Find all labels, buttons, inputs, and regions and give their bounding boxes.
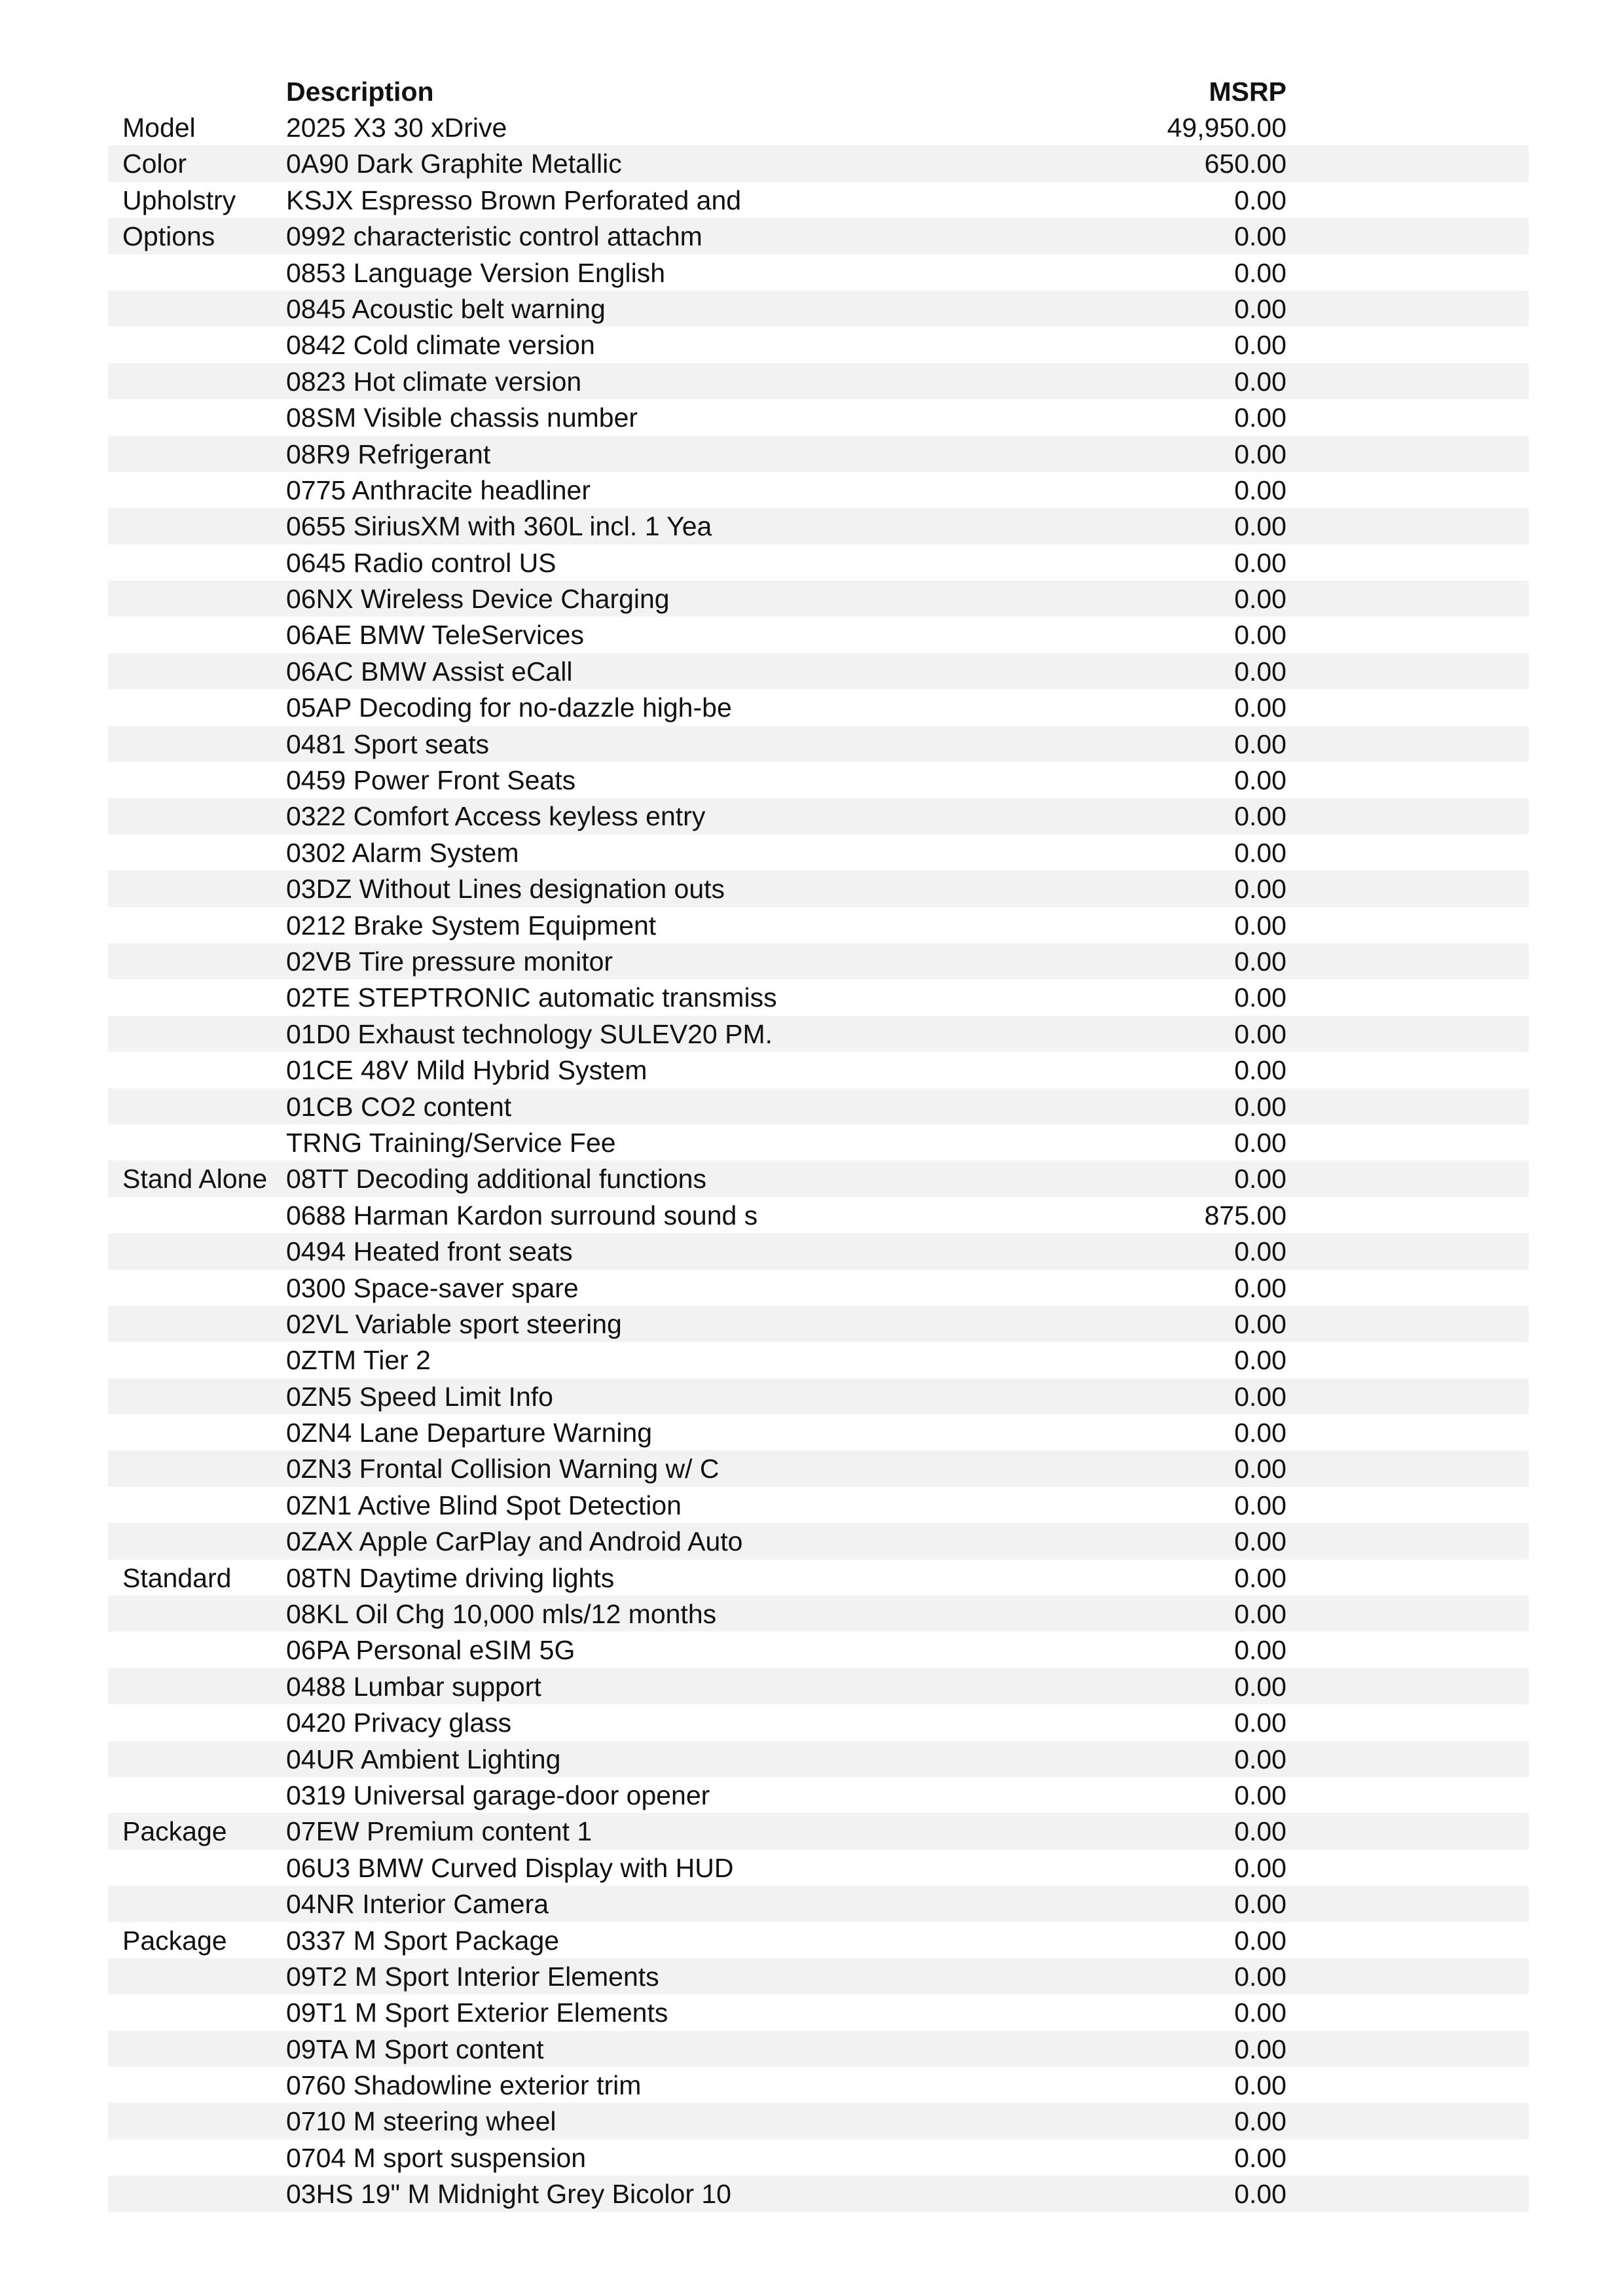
table-row bbox=[108, 979, 1529, 1015]
table-row bbox=[108, 1704, 1529, 1740]
row-description: 0A90 Dark Graphite Metallic bbox=[286, 149, 622, 179]
row-description: 0845 Acoustic belt warning bbox=[286, 293, 606, 324]
option-list bbox=[108, 109, 1529, 2212]
table-row bbox=[108, 2067, 1529, 2103]
row-description: 0494 Heated front seats bbox=[286, 1236, 573, 1267]
table-row bbox=[108, 1124, 1529, 1160]
row-description: 0760 Shadowline exterior trim bbox=[286, 2070, 642, 2101]
row-section-label: Model bbox=[122, 113, 196, 143]
row-msrp: 0.00 bbox=[1234, 547, 1286, 578]
row-msrp: 0.00 bbox=[1234, 1018, 1286, 1049]
row-msrp: 650.00 bbox=[1204, 149, 1286, 179]
row-description: 08TN Daytime driving lights bbox=[286, 1562, 615, 1593]
row-description: 0710 M steering wheel bbox=[286, 2106, 556, 2137]
row-msrp: 0.00 bbox=[1234, 2070, 1286, 2101]
table-row bbox=[108, 1016, 1529, 1052]
row-description: 06NX Wireless Device Charging bbox=[286, 584, 670, 615]
table-row bbox=[108, 109, 1529, 145]
table-row bbox=[108, 653, 1529, 689]
table-row bbox=[108, 472, 1529, 508]
row-description: 0212 Brake System Equipment bbox=[286, 910, 657, 941]
row-msrp: 0.00 bbox=[1234, 1852, 1286, 1883]
table-row bbox=[108, 762, 1529, 798]
row-msrp: 0.00 bbox=[1234, 2179, 1286, 2210]
table-row bbox=[108, 1632, 1529, 1668]
row-description: 01CB CO2 content bbox=[286, 1091, 512, 1122]
row-description: 09T2 M Sport Interior Elements bbox=[286, 1961, 659, 1992]
row-description: 0459 Power Front Seats bbox=[286, 765, 576, 796]
row-description: 0319 Universal garage-door opener bbox=[286, 1780, 710, 1810]
row-description: 0300 Space-saver spare bbox=[286, 1272, 579, 1303]
row-msrp: 0.00 bbox=[1234, 1780, 1286, 1810]
row-msrp: 0.00 bbox=[1234, 2034, 1286, 2064]
row-section-label: Upholstry bbox=[122, 185, 236, 215]
row-msrp: 0.00 bbox=[1234, 293, 1286, 324]
row-msrp: 0.00 bbox=[1234, 1164, 1286, 1194]
row-description: 0488 Lumbar support bbox=[286, 1671, 541, 1702]
row-msrp: 0.00 bbox=[1234, 257, 1286, 288]
row-msrp: 0.00 bbox=[1234, 1418, 1286, 1448]
row-description: 05AP Decoding for no-dazzle high-be bbox=[286, 692, 732, 723]
row-description: 0337 M Sport Package bbox=[286, 1925, 560, 1956]
row-msrp: 0.00 bbox=[1234, 1889, 1286, 1920]
msrp-column-header: MSRP bbox=[1209, 77, 1286, 107]
row-description: 0302 Alarm System bbox=[286, 837, 519, 868]
row-msrp: 0.00 bbox=[1234, 584, 1286, 615]
row-msrp: 0.00 bbox=[1234, 765, 1286, 796]
row-msrp: 0.00 bbox=[1234, 1381, 1286, 1412]
row-msrp: 0.00 bbox=[1234, 1490, 1286, 1520]
row-msrp: 0.00 bbox=[1234, 1925, 1286, 1956]
row-description: 0481 Sport seats bbox=[286, 728, 489, 759]
row-description: 0645 Radio control US bbox=[286, 547, 556, 578]
row-msrp: 0.00 bbox=[1234, 1562, 1286, 1593]
row-msrp: 0.00 bbox=[1234, 221, 1286, 252]
row-section-label: Options bbox=[122, 221, 215, 252]
row-description: 0655 SiriusXM with 360L incl. 1 Yea bbox=[286, 511, 712, 542]
table-row bbox=[108, 1994, 1529, 2030]
table-row bbox=[108, 1160, 1529, 1196]
table-row bbox=[108, 870, 1529, 906]
table-row bbox=[108, 1378, 1529, 1414]
table-row bbox=[108, 1414, 1529, 1450]
row-msrp: 0.00 bbox=[1234, 801, 1286, 832]
table-row bbox=[108, 1233, 1529, 1269]
table-row bbox=[108, 1596, 1529, 1632]
table-header bbox=[108, 73, 1529, 109]
row-description: KSJX Espresso Brown Perforated and bbox=[286, 185, 742, 215]
row-description: 03DZ Without Lines designation outs bbox=[286, 874, 725, 905]
row-description: 02VL Variable sport steering bbox=[286, 1308, 622, 1339]
row-msrp: 0.00 bbox=[1234, 1236, 1286, 1267]
row-msrp: 0.00 bbox=[1234, 910, 1286, 941]
row-section-label: Package bbox=[122, 1816, 227, 1847]
row-description: 0853 Language Version English bbox=[286, 257, 666, 288]
table-row bbox=[108, 581, 1529, 617]
row-msrp: 0.00 bbox=[1234, 692, 1286, 723]
table-row bbox=[108, 1197, 1529, 1233]
table-row bbox=[108, 1052, 1529, 1088]
row-msrp: 0.00 bbox=[1234, 2106, 1286, 2137]
row-msrp: 0.00 bbox=[1234, 511, 1286, 542]
row-msrp: 0.00 bbox=[1234, 1635, 1286, 1666]
row-msrp: 0.00 bbox=[1234, 1055, 1286, 1086]
row-msrp: 0.00 bbox=[1234, 1272, 1286, 1303]
table-row bbox=[108, 363, 1529, 399]
row-msrp: 0.00 bbox=[1234, 1127, 1286, 1158]
row-description: 06AC BMW Assist eCall bbox=[286, 656, 573, 687]
row-description: 04NR Interior Camera bbox=[286, 1889, 549, 1920]
table-row bbox=[108, 907, 1529, 943]
row-description: 0ZN5 Speed Limit Info bbox=[286, 1381, 553, 1412]
table-row bbox=[108, 2103, 1529, 2139]
row-section-label: Standard bbox=[122, 1562, 232, 1593]
table-row bbox=[108, 2031, 1529, 2067]
table-row bbox=[108, 1668, 1529, 1704]
row-msrp: 0.00 bbox=[1234, 1345, 1286, 1376]
row-description: 08SM Visible chassis number bbox=[286, 403, 638, 433]
table-row bbox=[108, 1487, 1529, 1523]
table-row bbox=[108, 399, 1529, 435]
row-description: 03HS 19" M Midnight Grey Bicolor 10 bbox=[286, 2179, 731, 2210]
row-msrp: 0.00 bbox=[1234, 1744, 1286, 1774]
row-description: 0823 Hot climate version bbox=[286, 366, 582, 397]
table-row bbox=[108, 689, 1529, 725]
row-msrp: 875.00 bbox=[1204, 1200, 1286, 1230]
table-row bbox=[108, 834, 1529, 870]
row-description: 0ZN3 Frontal Collision Warning w/ C bbox=[286, 1454, 720, 1484]
table-row bbox=[108, 2176, 1529, 2212]
row-msrp: 0.00 bbox=[1234, 1308, 1286, 1339]
row-msrp: 0.00 bbox=[1234, 1599, 1286, 1630]
row-msrp: 0.00 bbox=[1234, 439, 1286, 469]
row-description: 09TA M Sport content bbox=[286, 2034, 544, 2064]
row-msrp: 0.00 bbox=[1234, 837, 1286, 868]
row-description: 2025 X3 30 xDrive bbox=[286, 113, 507, 143]
table-row bbox=[108, 436, 1529, 472]
row-description: 0992 characteristic control attachm bbox=[286, 221, 702, 252]
table-row bbox=[108, 1813, 1529, 1849]
row-description: 01D0 Exhaust technology SULEV20 PM. bbox=[286, 1018, 773, 1049]
table-row bbox=[108, 1088, 1529, 1124]
row-msrp: 0.00 bbox=[1234, 1708, 1286, 1738]
table-row bbox=[108, 1886, 1529, 1922]
row-msrp: 0.00 bbox=[1234, 330, 1286, 361]
table-row bbox=[108, 1958, 1529, 1994]
row-msrp: 0.00 bbox=[1234, 1961, 1286, 1992]
table-row bbox=[108, 182, 1529, 218]
row-description: 0ZAX Apple CarPlay and Android Auto bbox=[286, 1526, 743, 1557]
row-description: 0420 Privacy glass bbox=[286, 1708, 512, 1738]
row-msrp: 0.00 bbox=[1234, 656, 1286, 687]
row-description: 09T1 M Sport Exterior Elements bbox=[286, 1998, 668, 2028]
row-description: 08TT Decoding additional functions bbox=[286, 1164, 706, 1194]
table-row bbox=[108, 1741, 1529, 1777]
row-description: 02VB Tire pressure monitor bbox=[286, 946, 613, 977]
table-row bbox=[108, 1777, 1529, 1813]
row-description: 0688 Harman Kardon surround sound s bbox=[286, 1200, 758, 1230]
row-description: 08R9 Refrigerant bbox=[286, 439, 491, 469]
row-description: 06AE BMW TeleServices bbox=[286, 620, 584, 651]
row-description: 0322 Comfort Access keyless entry bbox=[286, 801, 706, 832]
row-description: 0704 M sport suspension bbox=[286, 2142, 587, 2173]
row-msrp: 0.00 bbox=[1234, 185, 1286, 215]
row-msrp: 0.00 bbox=[1234, 982, 1286, 1013]
row-section-label: Color bbox=[122, 149, 187, 179]
row-msrp: 0.00 bbox=[1234, 366, 1286, 397]
description-column-header: Description bbox=[286, 77, 434, 107]
table-row bbox=[108, 1922, 1529, 1958]
table-row bbox=[108, 617, 1529, 653]
table-row bbox=[108, 798, 1529, 834]
row-msrp: 0.00 bbox=[1234, 1671, 1286, 1702]
table-row bbox=[108, 1560, 1529, 1596]
table-row bbox=[108, 1270, 1529, 1306]
row-msrp: 49,950.00 bbox=[1167, 113, 1286, 143]
table-row bbox=[108, 145, 1529, 181]
row-msrp: 0.00 bbox=[1234, 620, 1286, 651]
row-msrp: 0.00 bbox=[1234, 475, 1286, 505]
table-row bbox=[108, 508, 1529, 544]
row-description: 0ZN4 Lane Departure Warning bbox=[286, 1418, 653, 1448]
row-msrp: 0.00 bbox=[1234, 2142, 1286, 2173]
row-description: 04UR Ambient Lighting bbox=[286, 1744, 561, 1774]
row-description: 0775 Anthracite headliner bbox=[286, 475, 591, 505]
table-row bbox=[108, 726, 1529, 762]
table-row bbox=[108, 327, 1529, 363]
table-row bbox=[108, 291, 1529, 327]
table-row bbox=[108, 1450, 1529, 1486]
row-msrp: 0.00 bbox=[1234, 1998, 1286, 2028]
row-msrp: 0.00 bbox=[1234, 1816, 1286, 1847]
row-msrp: 0.00 bbox=[1234, 403, 1286, 433]
table-row bbox=[108, 218, 1529, 254]
row-description: 02TE STEPTRONIC automatic transmiss bbox=[286, 982, 777, 1013]
table-row bbox=[108, 1523, 1529, 1559]
row-msrp: 0.00 bbox=[1234, 946, 1286, 977]
row-description: TRNG Training/Service Fee bbox=[286, 1127, 616, 1158]
row-description: 0842 Cold climate version bbox=[286, 330, 595, 361]
table-row bbox=[108, 545, 1529, 581]
table-row bbox=[108, 1342, 1529, 1378]
table-row bbox=[108, 2140, 1529, 2176]
row-description: 0ZTM Tier 2 bbox=[286, 1345, 431, 1376]
row-msrp: 0.00 bbox=[1234, 874, 1286, 905]
row-section-label: Stand Alone bbox=[122, 1164, 268, 1194]
row-description: 01CE 48V Mild Hybrid System bbox=[286, 1055, 647, 1086]
row-description: 06U3 BMW Curved Display with HUD bbox=[286, 1852, 734, 1883]
row-description: 07EW Premium content 1 bbox=[286, 1816, 593, 1847]
table-row bbox=[108, 943, 1529, 979]
row-msrp: 0.00 bbox=[1234, 728, 1286, 759]
row-msrp: 0.00 bbox=[1234, 1526, 1286, 1557]
table-row bbox=[108, 255, 1529, 291]
row-msrp: 0.00 bbox=[1234, 1091, 1286, 1122]
table-row bbox=[108, 1306, 1529, 1342]
table-row bbox=[108, 1850, 1529, 1886]
row-description: 0ZN1 Active Blind Spot Detection bbox=[286, 1490, 682, 1520]
row-section-label: Package bbox=[122, 1925, 227, 1956]
row-msrp: 0.00 bbox=[1234, 1454, 1286, 1484]
row-description: 08KL Oil Chg 10,000 mls/12 months bbox=[286, 1599, 717, 1630]
row-description: 06PA Personal eSIM 5G bbox=[286, 1635, 575, 1666]
